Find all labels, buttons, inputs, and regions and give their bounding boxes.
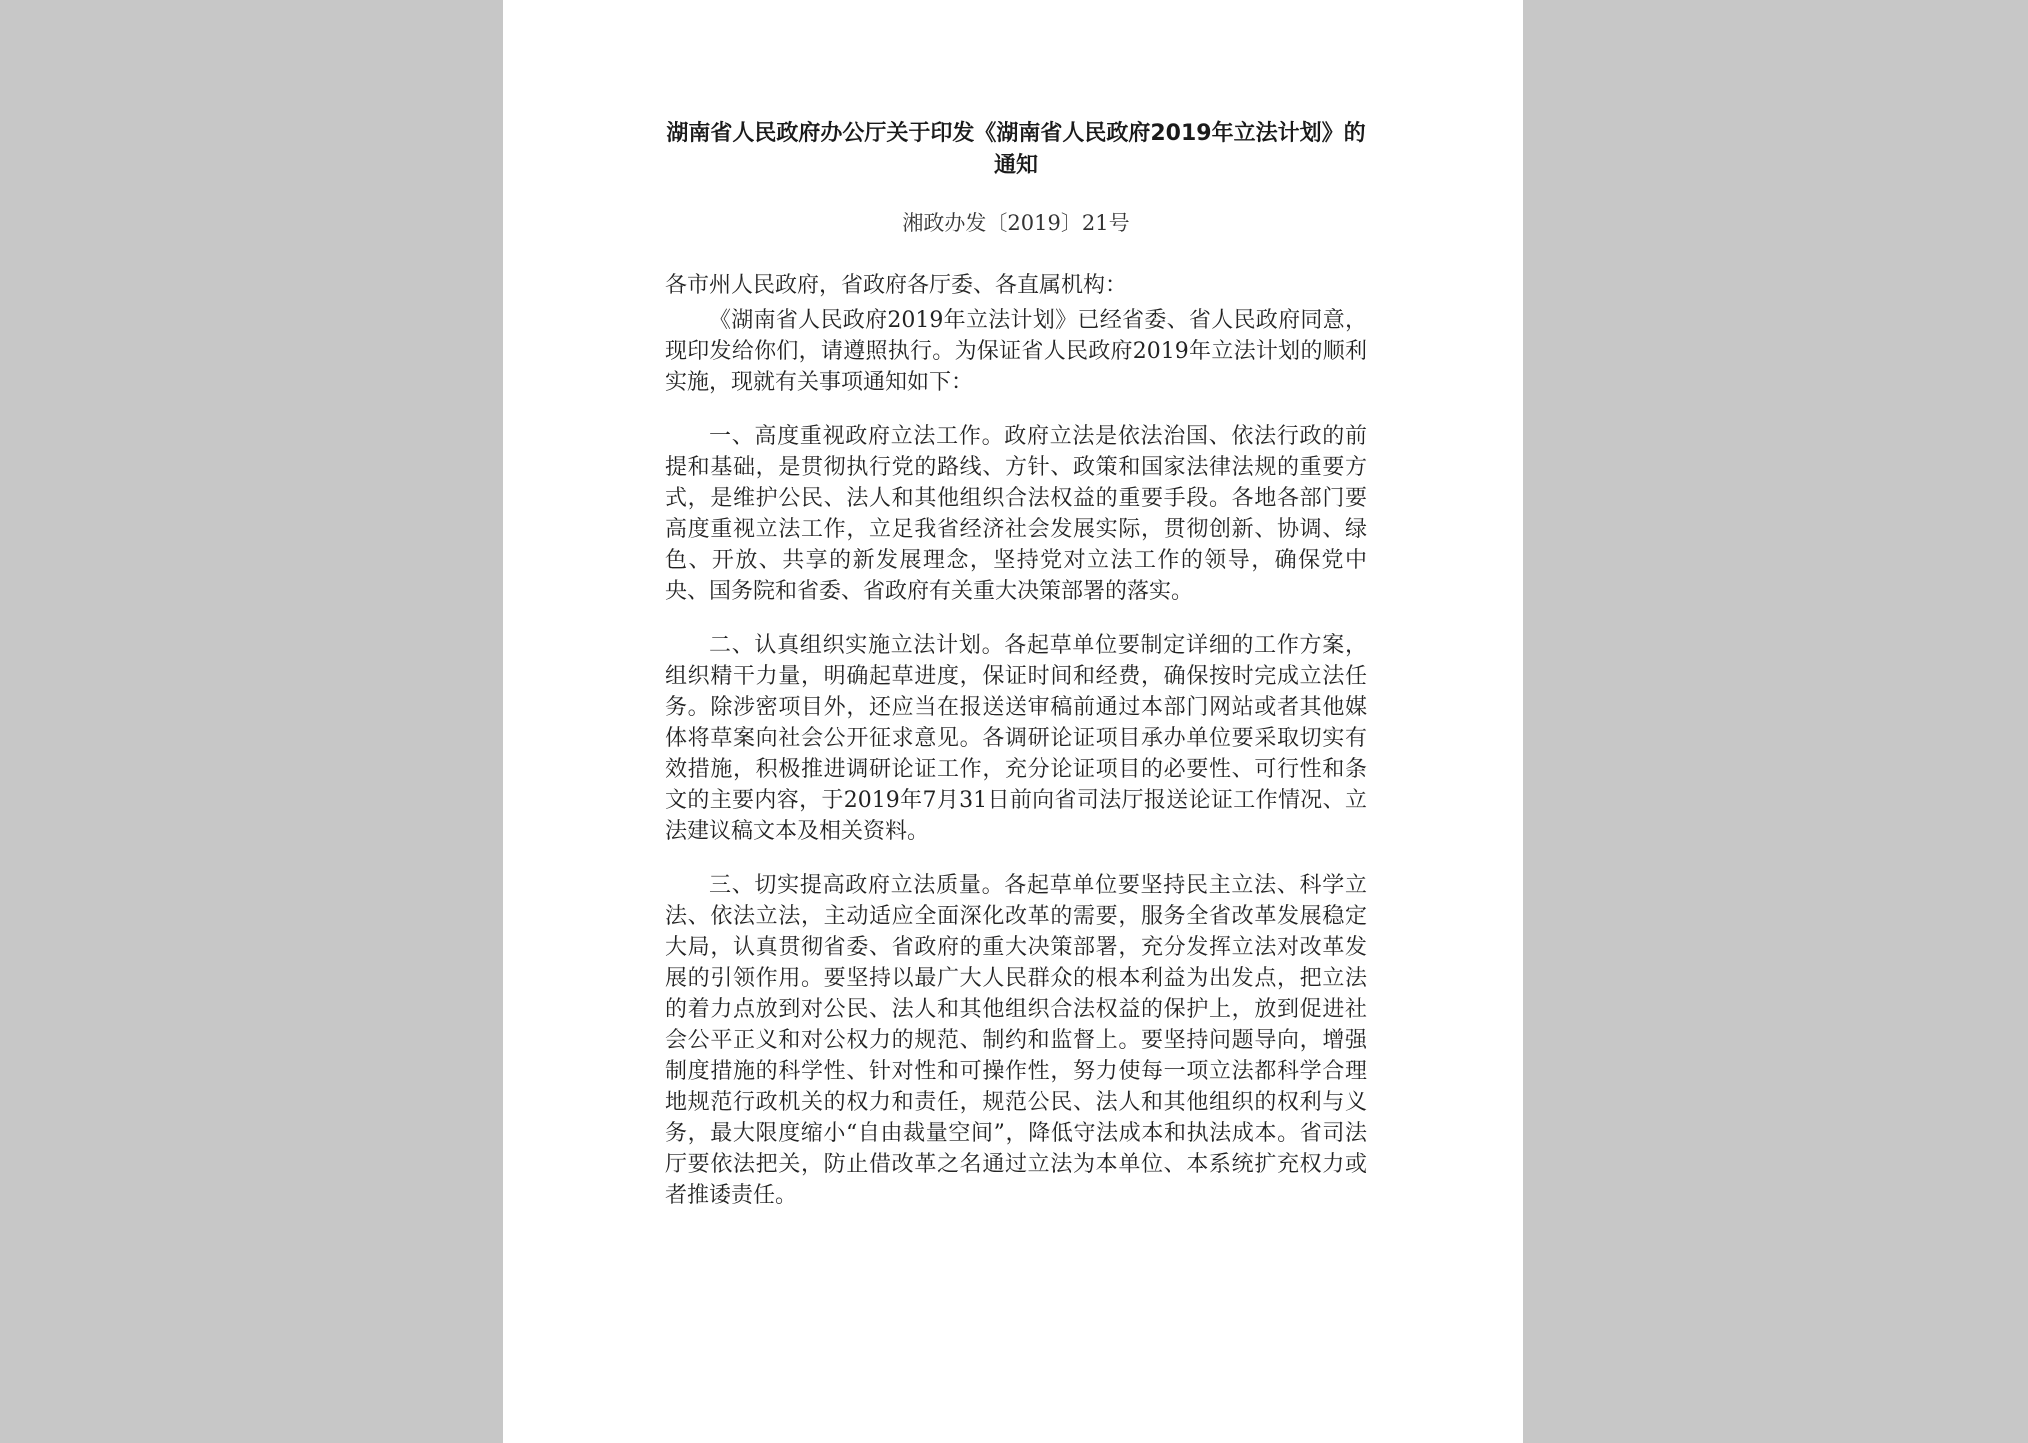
intro-paragraph: 《湖南省人民政府2019年立法计划》已经省委、省人民政府同意，现印发给你们，请遵照执行。为保证省人民政府2019年立法计划的顺利实施，现就有关事项通知如下： [665,308,1367,395]
document-title: 湖南省人民政府办公厅关于印发《湖南省人民政府2019年立法计划》的通知 [666,121,1366,178]
document-page [503,0,1523,1443]
section-paragraph-2: 二、认真组织实施立法计划。各起草单位要制定详细的工作方案，组织精干力量，明确起草进度，保证时间和经费，确保按时完成立法任务。除涉密项目外，还应当在报送送审稿前通过本部门网站或者其他媒体将草案向社会公开征求意见。各调研论证项目承办单位要采取切实有效措施，积极推进调研论证工作，充分论证项目的必要性、可行性和条文的主要内容，于2019年7月31日前向省司法厅报送论证工作情况、立法建议稿文本及相关资料。 [665,633,1367,844]
document-number: 湘政办发〔2019〕21号 [902,211,1130,235]
section-paragraph-3: 三、切实提高政府立法质量。各起草单位要坚持民主立法、科学立法、依法立法，主动适应全面深化改革的需要，服务全省改革发展稳定大局，认真贯彻省委、省政府的重大决策部署，充分发挥立法对改革发展的引领作用。要坚持以最广大人民群众的根本利益为出发点，把立法的着力点放到对公民、法人和其他组织合法权益的保护上，放到促进社会公平正义和对公权力的规范、制约和监督上。要坚持问题导向，增强制度措施的科学性、针对性和可操作性，努力使每一项立法都科学合理地规范行政机关的权力和责任，规范公民、法人和其他组织的权利与义务，最大限度缩小“自由裁量空间”，降低守法成本和执法成本。省司法厅要依法把关，防止借改革之名通过立法为本单位、本系统扩充权力或者推诿责任。 [665,873,1367,1208]
salutation: 各市州人民政府，省政府各厅委、各直属机构： [665,273,1128,298]
page-content [665,118,1367,1211]
section-paragraph-1: 一、高度重视政府立法工作。政府立法是依法治国、依法行政的前提和基础，是贯彻执行党的路线、方针、政策和国家法律法规的重要方式，是维护公民、法人和其他组织合法权益的重要手段。各地各部门要高度重视立法工作，立足我省经济社会发展实际，贯彻创新、协调、绿色、开放、共享的新发展理念，坚持党对立法工作的领导，确保党中央、国务院和省委、省政府有关重大决策部署的落实。 [665,424,1367,604]
